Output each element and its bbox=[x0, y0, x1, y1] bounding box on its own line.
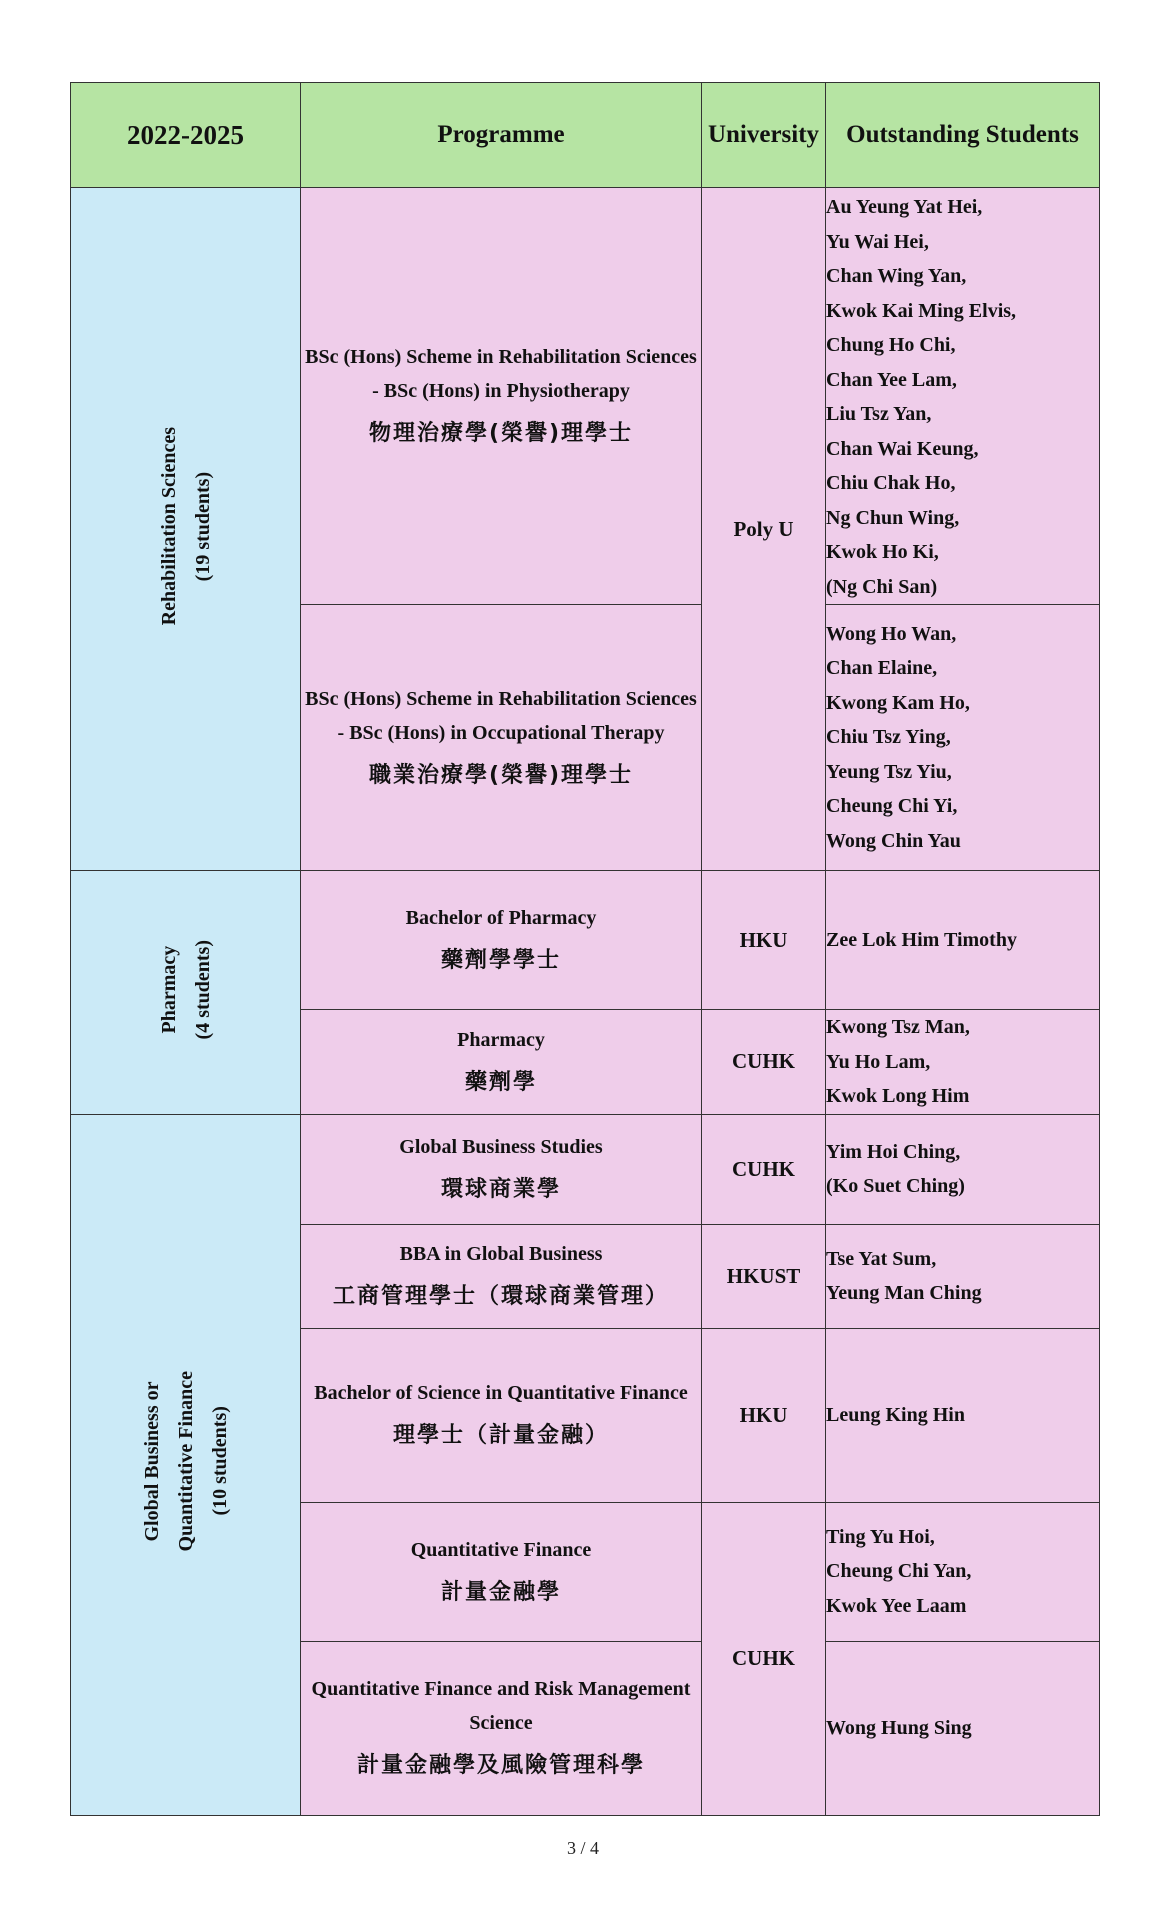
university-cell: HKUST bbox=[702, 1224, 826, 1328]
university-cell: HKU bbox=[702, 871, 826, 1010]
students-cell: Tse Yat Sum, Yeung Man Ching bbox=[826, 1224, 1100, 1328]
programme-zh: 藥劑學 bbox=[464, 1069, 537, 1095]
students-cell: Wong Hung Sing bbox=[826, 1641, 1100, 1815]
programme-cell bbox=[301, 1328, 702, 1502]
header-year: 2022-2025 bbox=[71, 83, 301, 188]
programme-en: Bachelor of Pharmacy bbox=[405, 907, 597, 929]
table-row bbox=[71, 188, 1100, 605]
programme-en: BSc (Hons) Scheme in Rehabilitation Sciences - BSc (Hons) in Physiotherapy bbox=[305, 346, 697, 402]
programme-en: Quantitative Finance bbox=[410, 1538, 592, 1561]
category-label: Rehabilitation Sciences (19 students) bbox=[157, 426, 214, 626]
programme-zh: 計量金融學 bbox=[440, 1579, 561, 1605]
students-cell: Kwong Tsz Man, Yu Ho Lam, Kwok Long Him bbox=[826, 1010, 1100, 1115]
outstanding-students-table bbox=[70, 82, 1100, 1816]
category-label: Pharmacy (4 students) bbox=[157, 939, 214, 1039]
programme-zh: 環球商業學 bbox=[440, 1177, 561, 1202]
programme-en: Global Business Studies bbox=[399, 1136, 603, 1158]
students-cell: Wong Ho Wan, Chan Elaine, Kwong Kam Ho, Chiu Tsz Ying, Yeung Tsz Yiu, Cheung Chi Yi, Wong Chin Yau bbox=[826, 605, 1100, 871]
category-rehabilitation-sciences bbox=[71, 188, 301, 871]
students-cell: Leung King Hin bbox=[826, 1328, 1100, 1502]
category-global-business-quantitative-finance bbox=[71, 1114, 301, 1815]
header-university: University bbox=[702, 83, 826, 188]
university-cell: HKU bbox=[702, 1328, 826, 1502]
programme-en: BBA in Global Business bbox=[399, 1243, 603, 1265]
page-number: 3 / 4 bbox=[566, 1838, 599, 1858]
students-cell: Ting Yu Hoi, Cheung Chi Yan, Kwok Yee Laam bbox=[826, 1502, 1100, 1641]
programme-en: BSc (Hons) Scheme in Rehabilitation Sciences - BSc (Hons) in Occupational Therapy bbox=[305, 687, 697, 744]
achievement-table-sheet bbox=[70, 82, 1099, 1816]
programme-zh: 物理治療學(榮譽)理學士 bbox=[368, 421, 634, 446]
programme-zh: 理學士（計量金融） bbox=[392, 1423, 609, 1448]
programme-en: Pharmacy bbox=[457, 1028, 545, 1051]
students-cell bbox=[826, 188, 1100, 605]
programme-cell bbox=[301, 1502, 702, 1641]
programme-zh: 工商管理學士（環球商業管理） bbox=[332, 1284, 669, 1309]
university-cell: Poly U bbox=[702, 188, 826, 871]
category-pharmacy bbox=[71, 871, 301, 1115]
programme-cell bbox=[301, 188, 702, 605]
university-cell: CUHK bbox=[702, 1114, 826, 1224]
students-list: Au Yeung Yat Hei, Yu Wai Hei, Chan Wing Yan, Kwok Kai Ming Elvis, Chung Ho Chi, Chan Yee Lam, Liu Tsz Yan, Chan Wai Keung, Chiu Chak Ho, Ng Chun Wing, Kwok Ho Ki, (Ng Chi San) bbox=[826, 196, 1017, 598]
programme-cell bbox=[301, 1224, 702, 1328]
programme-cell bbox=[301, 1641, 702, 1815]
header-students: Outstanding Students bbox=[826, 83, 1100, 188]
university-cell: CUHK bbox=[702, 1010, 826, 1115]
students-cell: Yim Hoi Ching, (Ko Suet Ching) bbox=[826, 1114, 1100, 1224]
programme-cell bbox=[301, 605, 702, 871]
programme-en: Bachelor of Science in Quantitative Finance bbox=[314, 1382, 688, 1404]
programme-en: Quantitative Finance and Risk Management Science bbox=[311, 1678, 691, 1734]
header-programme: Programme bbox=[301, 83, 702, 188]
programme-cell bbox=[301, 1114, 702, 1224]
programme-zh: 職業治療學(榮譽)理學士 bbox=[368, 762, 634, 788]
programme-zh: 藥劑學學士 bbox=[440, 948, 561, 973]
programme-cell bbox=[301, 1010, 702, 1115]
header-row bbox=[71, 83, 1100, 188]
programme-cell bbox=[301, 871, 702, 1010]
table-row bbox=[71, 1114, 1100, 1224]
students-cell: Zee Lok Him Timothy bbox=[826, 871, 1100, 1010]
table-row bbox=[71, 871, 1100, 1010]
programme-zh: 計量金融學及風險管理科學 bbox=[356, 1753, 645, 1778]
category-label: Global Business or Quantitative Finance (10 students) bbox=[140, 1371, 231, 1552]
university-cell: CUHK bbox=[702, 1502, 826, 1815]
